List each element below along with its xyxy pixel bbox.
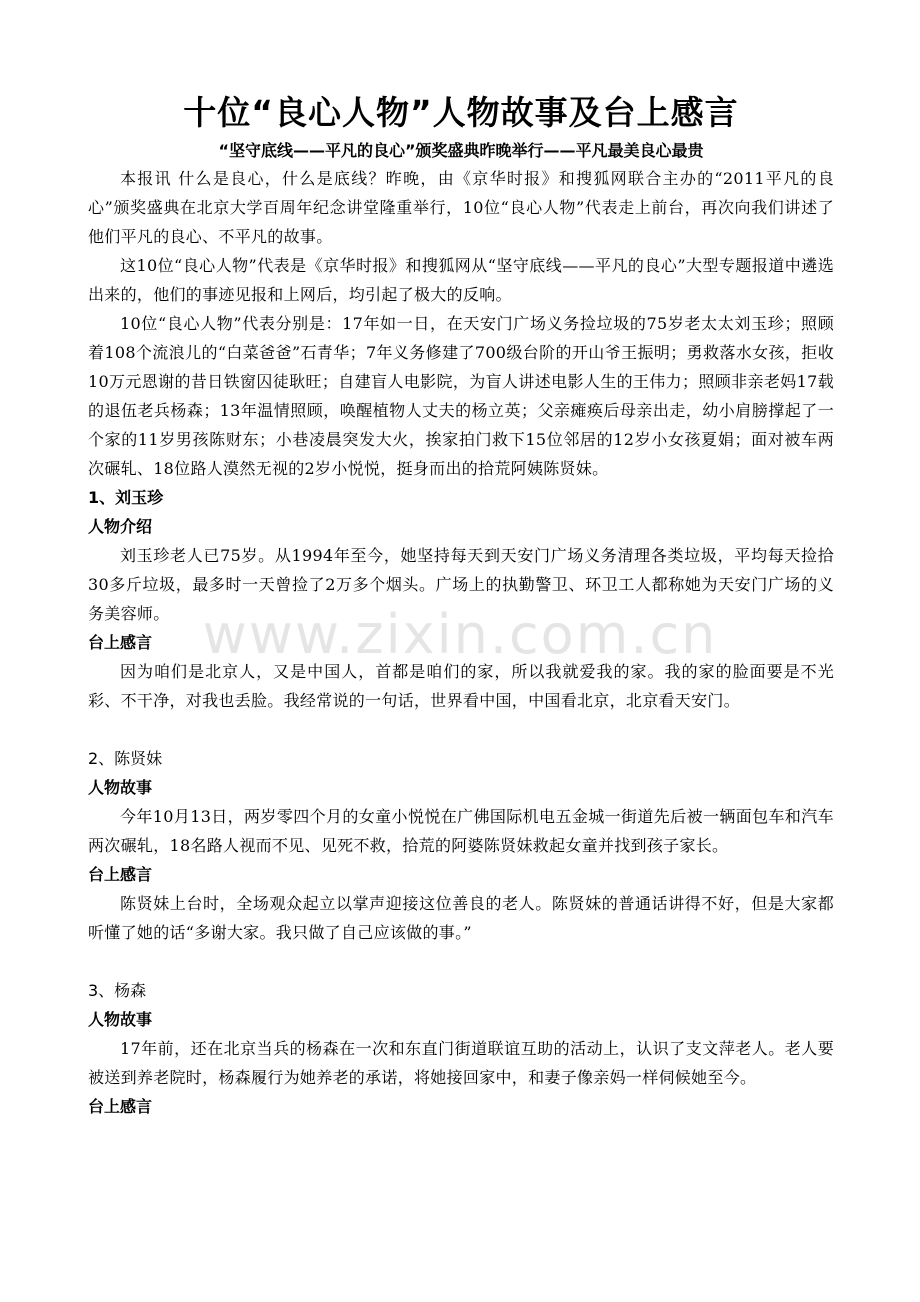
section-story: 刘玉珍老人已75岁。从1994年至今，她坚持每天到天安门广场义务清理各类垃圾，平均每天捡拾30多斤垃圾，最多时一天曾捡了2万多个烟头。广场上的执勤警卫、环卫工人都称她为天安门广场的义务美容师。 bbox=[88, 546, 834, 623]
section-speech: 陈贤妹上台时，全场观众起立以掌声迎接这位善良的老人。陈贤妹的普通话讲得不好，但是大家都听懂了她的话“多谢大家。我只做了自己应该做的事。” bbox=[88, 894, 834, 942]
intro-paragraph: 这10位“良心人物”代表是《京华时报》和搜狐网从“坚守底线——平凡的良心”大型专题报道中遴选出来的，他们的事迹见报和上网后，均引起了极大的反响。 bbox=[88, 256, 834, 304]
section-speech: 因为咱们是北京人，又是中国人，首都是咱们的家，所以我就爱我的家。我的家的脸面要是不光彩、不干净，对我也丢脸。我经常说的一句话，世界看中国，中国看北京，北京看天安门。 bbox=[88, 662, 834, 710]
section-story-heading: 人物故事 bbox=[88, 778, 153, 797]
section-title-chen-xianmei: 2、陈贤妹 bbox=[88, 749, 163, 768]
spacer bbox=[88, 715, 834, 744]
section-story: 17年前，还在北京当兵的杨森在一次和东直门街道联谊互助的活动上，认识了支文萍老人。老人要被送到养老院时，杨森履行为她养老的承诺，将她接回家中，和妻子像亲妈一样伺候她至今。 bbox=[88, 1039, 834, 1087]
intro-paragraph: 10位“良心人物”代表分别是：17年如一日，在天安门广场义务捡垃圾的75岁老太太刘玉珍；照顾着108个流浪儿的“白菜爸爸”石青华；7年义务修建了700级台阶的开山爷王振明；勇救落水女孩，拒收10万元恩谢的昔日铁窗囚徒耿旺；自建盲人电影院，为盲人讲述电影人生的王伟力；照顾非亲老妈17载的退伍老兵杨森；13年温情照顾，唤醒植物人丈夫的杨立英；父亲瘫痪后母亲出走，幼小肩膀撑起了一个家的11岁男孩陈财东；小巷凌晨突发大火，挨家拍门救下15位邻居的12岁小女孩夏娟；面对被车两次碾轧、18位路人漠然无视的2岁小悦悦，挺身而出的拾荒阿姨陈贤妹。 bbox=[88, 314, 834, 478]
section-story-heading: 人物介绍 bbox=[88, 517, 153, 536]
spacer bbox=[88, 947, 834, 976]
page-title: 十位“良心人物”人物故事及台上感言 bbox=[183, 93, 739, 132]
intro-paragraph: 本报讯 什么是良心，什么是底线？昨晚，由《京华时报》和搜狐网联合主办的“2011平凡的良心”颁奖盛典在北京大学百周年纪念讲堂隆重举行，10位“良心人物”代表走上前台，再次向我们讲述了他们平凡的良心、不平凡的故事。 bbox=[88, 169, 834, 246]
watermark: www.zixin.com.cn bbox=[202, 603, 718, 666]
section-speech-heading: 台上感言 bbox=[88, 865, 153, 884]
document-page bbox=[88, 90, 834, 1121]
section-speech-heading: 台上感言 bbox=[88, 633, 153, 652]
section-story-heading: 人物故事 bbox=[88, 1010, 153, 1029]
section-speech-heading: 台上感言 bbox=[88, 1097, 153, 1116]
page-subtitle: “坚守底线——平凡的良心”颁奖盛典昨晚举行——平凡最美良心最贵 bbox=[218, 141, 704, 160]
section-title-yang-sen: 3、杨森 bbox=[88, 981, 147, 1000]
section-title-liu-yuzhen: 1、刘玉珍 bbox=[88, 488, 164, 507]
section-story: 今年10月13日，两岁零四个月的女童小悦悦在广佛国际机电五金城一街道先后被一辆面包车和汽车两次碾轧，18名路人视而不见、见死不救，拾荒的阿婆陈贤妹救起女童并找到孩子家长。 bbox=[88, 807, 834, 855]
